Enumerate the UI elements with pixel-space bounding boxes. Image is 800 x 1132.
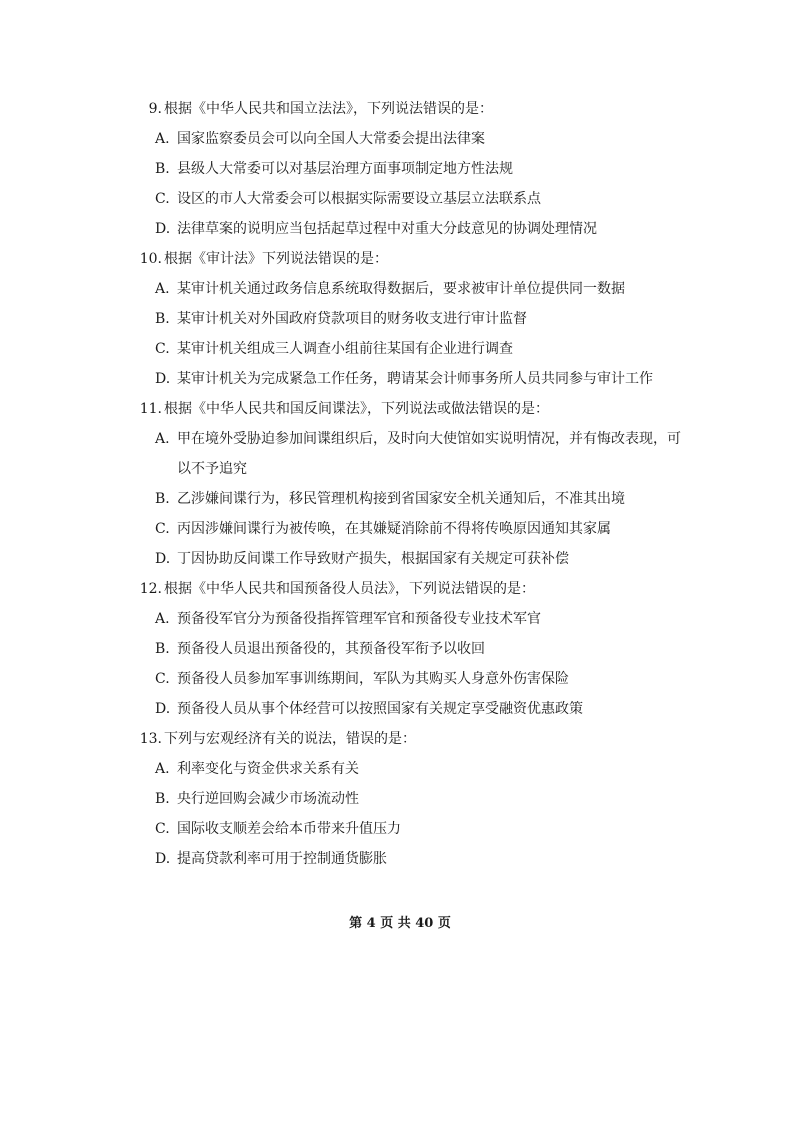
option-d xyxy=(130,844,690,874)
question-text: 根据《中华人民共和国预备役人员法》，下列说法错误的是： xyxy=(164,581,535,597)
option-c xyxy=(130,334,690,364)
question-number: 13. xyxy=(139,731,162,747)
question-text: 根据《中华人民共和国反间谍法》，下列说法或做法错误的是： xyxy=(164,401,549,417)
option-b xyxy=(130,484,690,514)
option-text: 某审计机关为完成紧急工作任务，聘请某会计师事务所人员共同参与审计工作 xyxy=(177,371,653,387)
question-stem xyxy=(130,394,690,424)
question-9 xyxy=(130,94,690,244)
option-letter: A. xyxy=(155,761,170,777)
option-letter: B. xyxy=(155,311,170,327)
option-letter: D. xyxy=(155,551,171,567)
question-text: 根据《审计法》下列说法错误的是： xyxy=(164,251,388,267)
option-text: 预备役人员参加军事训练期间，军队为其购买人身意外伤害保险 xyxy=(177,671,569,687)
option-text: 设区的市人大常委会可以根据实际需要设立基层立法联系点 xyxy=(177,191,541,207)
option-letter: C. xyxy=(155,521,170,537)
option-d xyxy=(130,544,690,574)
question-number: 10. xyxy=(139,251,162,267)
option-text: 丁因协助反间谍工作导致财产损失，根据国家有关规定可获补偿 xyxy=(177,551,569,567)
option-a xyxy=(130,754,690,784)
option-b xyxy=(130,784,690,814)
option-letter: C. xyxy=(155,341,170,357)
option-b xyxy=(130,634,690,664)
option-a xyxy=(130,124,690,154)
option-letter: C. xyxy=(155,671,170,687)
option-letter: C. xyxy=(155,821,170,837)
question-text: 下列与宏观经济有关的说法，错误的是： xyxy=(164,731,416,747)
option-letter: D. xyxy=(155,221,171,237)
option-letter: B. xyxy=(155,641,170,657)
question-stem xyxy=(130,244,690,274)
question-11 xyxy=(130,394,690,574)
question-stem xyxy=(130,574,690,604)
option-c xyxy=(130,664,690,694)
option-d xyxy=(130,214,690,244)
option-letter: D. xyxy=(155,851,171,867)
question-list xyxy=(130,94,690,874)
option-text: 央行逆回购会减少市场流动性 xyxy=(177,791,359,807)
option-text: 提高贷款利率可用于控制通货膨胀 xyxy=(177,851,387,867)
option-text: 利率变化与资金供求关系有关 xyxy=(177,761,359,777)
option-text: 甲在境外受胁迫参加间谍组织后，及时向大使馆如实说明情况，并有悔改表现，可以不予追究 xyxy=(177,431,681,477)
page-footer: 第 4 页 共 40 页 xyxy=(349,916,451,931)
option-letter: B. xyxy=(155,161,170,177)
option-d xyxy=(130,694,690,724)
question-number: 9. xyxy=(148,101,162,117)
option-text: 县级人大常委可以对基层治理方面事项制定地方性法规 xyxy=(177,161,513,177)
option-text: 国际收支顺差会给本币带来升值压力 xyxy=(177,821,401,837)
question-10 xyxy=(130,244,690,394)
option-d xyxy=(130,364,690,394)
option-c xyxy=(130,814,690,844)
option-text: 丙因涉嫌间谍行为被传唤，在其嫌疑消除前不得将传唤原因通知其家属 xyxy=(177,521,611,537)
option-text: 预备役军官分为预备役指挥管理军官和预备役专业技术军官 xyxy=(177,611,541,627)
option-a xyxy=(130,424,690,484)
option-text: 预备役人员从事个体经营可以按照国家有关规定享受融资优惠政策 xyxy=(177,701,583,717)
option-text: 预备役人员退出预备役的，其预备役军衔予以收回 xyxy=(177,641,485,657)
option-b xyxy=(130,154,690,184)
option-text: 某审计机关组成三人调查小组前往某国有企业进行调查 xyxy=(177,341,513,357)
question-13 xyxy=(130,724,690,874)
option-letter: D. xyxy=(155,701,171,717)
question-number: 12. xyxy=(139,581,162,597)
option-text: 某审计机关通过政务信息系统取得数据后，要求被审计单位提供同一数据 xyxy=(177,281,625,297)
option-text: 法律草案的说明应当包括起草过程中对重大分歧意见的协调处理情况 xyxy=(177,221,597,237)
option-letter: A. xyxy=(155,611,170,627)
option-c xyxy=(130,184,690,214)
option-a xyxy=(130,274,690,304)
option-letter: B. xyxy=(155,491,170,507)
option-text: 乙涉嫌间谍行为，移民管理机构接到省国家安全机关通知后，不准其出境 xyxy=(177,491,625,507)
question-stem xyxy=(130,724,690,754)
question-text: 根据《中华人民共和国立法法》，下列说法错误的是： xyxy=(164,101,493,117)
option-letter: D. xyxy=(155,371,171,387)
question-number: 11. xyxy=(139,401,162,417)
option-letter: A. xyxy=(155,431,170,447)
option-text: 某审计机关对外国政府贷款项目的财务收支进行审计监督 xyxy=(177,311,527,327)
option-letter: A. xyxy=(155,281,170,297)
option-letter: C. xyxy=(155,191,170,207)
option-b xyxy=(130,304,690,334)
question-12 xyxy=(130,574,690,724)
question-stem xyxy=(130,94,690,124)
option-text: 国家监察委员会可以向全国人大常委会提出法律案 xyxy=(177,131,485,147)
option-a xyxy=(130,604,690,634)
option-c xyxy=(130,514,690,544)
option-letter: B. xyxy=(155,791,170,807)
option-letter: A. xyxy=(155,131,170,147)
